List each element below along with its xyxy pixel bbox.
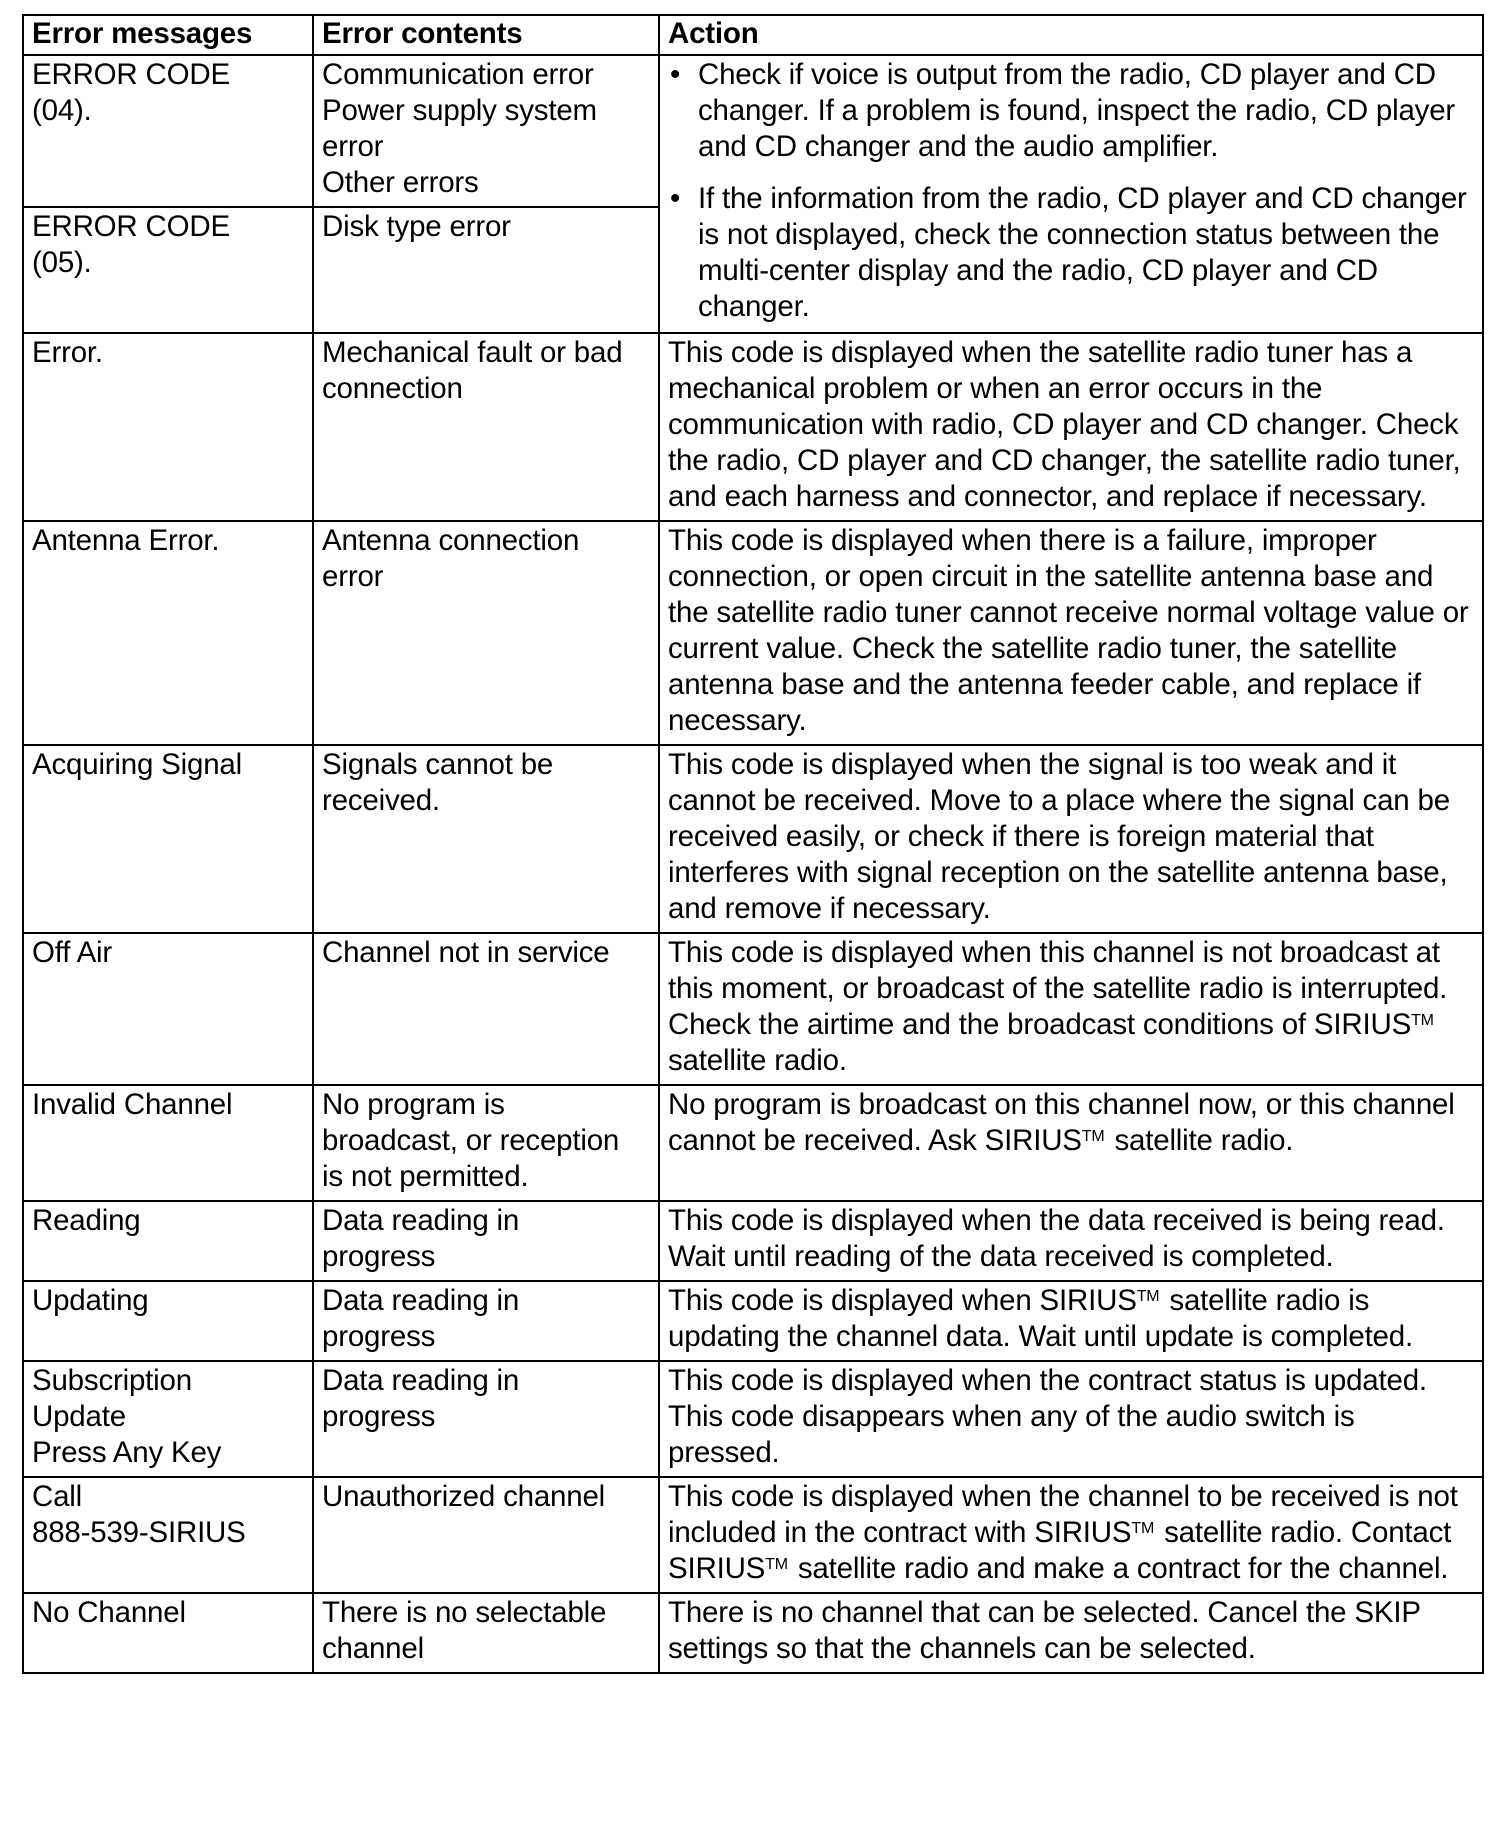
error-contents-line: Mechanical fault or bad	[322, 336, 623, 369]
action-cell	[659, 333, 1483, 521]
error-message-line: Subscription	[32, 1364, 192, 1397]
error-message-line: Update	[32, 1400, 126, 1433]
action-text: This code is displayed when the contract status is updated. This code disappears when any of the audio switch is pressed.	[668, 1364, 1427, 1469]
action-cell	[659, 1361, 1483, 1477]
error-message-line: Antenna Error.	[32, 524, 220, 557]
action-cell	[659, 1477, 1483, 1593]
error-contents-line: error	[322, 560, 384, 593]
error-contents-cell	[313, 1593, 659, 1673]
error-messages-table	[22, 14, 1484, 1674]
error-contents-line: is not permitted.	[322, 1160, 529, 1193]
error-message-line: Reading	[32, 1204, 141, 1237]
trademark-mark: TM	[1411, 1012, 1434, 1029]
error-contents-line: Other errors	[322, 166, 479, 199]
error-contents-cell	[313, 55, 659, 207]
error-contents-cell	[313, 521, 659, 745]
action-cell	[659, 1281, 1483, 1361]
error-contents-line: progress	[322, 1320, 436, 1353]
error-contents-line: received.	[322, 784, 440, 817]
error-message-line: Updating	[32, 1284, 149, 1317]
error-message-cell	[23, 1477, 313, 1593]
action-text: No program is broadcast on this channel now, or this channel cannot be received. Ask SIRIUS	[668, 1088, 1455, 1157]
error-message-cell	[23, 207, 313, 333]
action-text: satellite radio.	[668, 1044, 847, 1077]
error-contents-cell	[313, 1281, 659, 1361]
header-error-contents: Error contents	[313, 15, 659, 55]
error-contents-line: Unauthorized channel	[322, 1480, 606, 1513]
table-row	[23, 1281, 1483, 1361]
action-text: This code is displayed when the channel to be received is not included in the contract with SIRIUS	[668, 1480, 1458, 1549]
error-message-line: Call	[32, 1480, 83, 1513]
action-cell	[659, 521, 1483, 745]
error-message-line: (04).	[32, 94, 92, 127]
error-contents-cell	[313, 1361, 659, 1477]
table-row	[23, 1477, 1483, 1593]
action-text: satellite radio. Contact SIRIUS	[668, 1516, 1452, 1585]
table-row	[23, 1361, 1483, 1477]
action-bullet-text: Check if voice is output from the radio, CD player and CD changer. If a problem is found, inspect the radio, CD player and CD changer and the audio amplifier.	[698, 58, 1456, 163]
action-text: This code is displayed when SIRIUS	[668, 1284, 1137, 1317]
error-message-cell	[23, 55, 313, 207]
error-contents-line: progress	[322, 1400, 436, 1433]
action-text: satellite radio is updating the channel data. Wait until update is completed.	[668, 1284, 1413, 1353]
error-message-cell	[23, 333, 313, 521]
error-contents-cell	[313, 1085, 659, 1201]
error-contents-line: Signals cannot be	[322, 748, 554, 781]
error-message-cell	[23, 933, 313, 1085]
error-contents-cell	[313, 333, 659, 521]
error-contents-line: Data reading in	[322, 1204, 520, 1237]
action-cell	[659, 1085, 1483, 1201]
action-bullet-item	[670, 181, 1474, 325]
table-row	[23, 1593, 1483, 1673]
error-message-cell	[23, 1361, 313, 1477]
error-contents-line: broadcast, or reception	[322, 1124, 620, 1157]
trademark-mark: TM	[765, 1556, 788, 1573]
table-row	[23, 933, 1483, 1085]
action-text: satellite radio and make a contract for the channel.	[789, 1552, 1449, 1585]
error-contents-cell	[313, 207, 659, 333]
error-message-line: No Channel	[32, 1596, 186, 1629]
error-contents-line: Communication error	[322, 58, 594, 91]
action-bullet-text: If the information from the radio, CD player and CD changer is not displayed, check the connection status between the multi-center display and the radio, CD player and CD changer.	[698, 182, 1467, 323]
action-text: This code is displayed when there is a failure, improper connection, or open circuit in the satellite antenna base and the satellite radio tuner cannot receive normal voltage value or current value. Check the satellite radio tuner, the satellite antenna base and the antenna feeder cable, and replace if necessary.	[668, 524, 1469, 737]
error-message-line: ERROR CODE	[32, 210, 230, 243]
error-message-line: ERROR CODE	[32, 58, 230, 91]
error-message-line: 888-539-SIRIUS	[32, 1516, 246, 1549]
header-row	[23, 15, 1483, 55]
error-message-line: Acquiring Signal	[32, 748, 242, 781]
action-text: This code is displayed when the satellite radio tuner has a mechanical problem or when an error occurs in the communication with radio, CD player and CD changer. Check the radio, CD player and CD changer, the satellite radio tuner, and each harness and connector, and replace if necessary.	[668, 336, 1461, 513]
action-cell	[659, 1593, 1483, 1673]
error-contents-line: Antenna connection	[322, 524, 580, 557]
error-contents-cell	[313, 1201, 659, 1281]
table-row	[23, 1201, 1483, 1281]
trademark-mark: TM	[1131, 1520, 1155, 1537]
error-contents-line: error	[322, 130, 384, 163]
table-row	[23, 745, 1483, 933]
error-message-line: Off Air	[32, 936, 113, 969]
header-error-messages: Error messages	[23, 15, 313, 55]
error-contents-cell	[313, 1477, 659, 1593]
error-contents-line: channel	[322, 1632, 424, 1665]
table-row	[23, 333, 1483, 521]
trademark-mark: TM	[1136, 1288, 1160, 1305]
action-bullet-list	[668, 57, 1474, 325]
error-message-line: (05).	[32, 246, 92, 279]
bullet-glyph: •	[670, 182, 681, 215]
action-text: This code is displayed when the signal is too weak and it cannot be received. Move to a place where the signal can be received easily, or check if there is foreign material that interferes with signal reception on the satellite antenna base, and remove if necessary.	[668, 748, 1450, 925]
error-contents-cell	[313, 933, 659, 1085]
table-row	[23, 55, 1483, 207]
error-message-cell	[23, 1281, 313, 1361]
error-message-line: Invalid Channel	[32, 1088, 233, 1121]
error-message-cell	[23, 1085, 313, 1201]
action-text: satellite radio.	[1106, 1124, 1294, 1157]
error-message-cell	[23, 745, 313, 933]
trademark-mark: TM	[1081, 1128, 1105, 1145]
table-row	[23, 1085, 1483, 1201]
header-action: Action	[659, 15, 1483, 55]
action-text: This code is displayed when the data received is being read. Wait until reading of the data received is completed.	[668, 1204, 1445, 1273]
error-message-cell	[23, 1593, 313, 1673]
error-contents-line: There is no selectable	[322, 1596, 607, 1629]
action-cell-shared	[659, 55, 1483, 333]
action-text: There is no channel that can be selected. Cancel the SKIP settings so that the channels can be selected.	[668, 1596, 1421, 1665]
table-row	[23, 521, 1483, 745]
action-cell	[659, 745, 1483, 933]
error-contents-line: Disk type error	[322, 210, 511, 243]
error-contents-line: Data reading in	[322, 1364, 520, 1397]
error-message-line: Press Any Key	[32, 1436, 222, 1469]
error-contents-line: Channel not in service	[322, 936, 610, 969]
error-contents-line: No program is	[322, 1088, 505, 1121]
action-text: This code is displayed when this channel is not broadcast at this moment, or broadcast of the satellite radio is interrupted. Check the airtime and the broadcast conditions of SIRIUS	[668, 936, 1448, 1041]
error-message-cell	[23, 521, 313, 745]
action-bullet-item	[670, 57, 1474, 165]
error-contents-line: Data reading in	[322, 1284, 520, 1317]
error-message-cell	[23, 1201, 313, 1281]
error-message-line: Error.	[32, 336, 103, 369]
action-cell	[659, 933, 1483, 1085]
error-contents-line: connection	[322, 372, 463, 405]
error-contents-cell	[313, 745, 659, 933]
error-contents-line: progress	[322, 1240, 436, 1273]
bullet-glyph: •	[670, 58, 681, 91]
error-contents-line: Power supply system	[322, 94, 597, 127]
action-cell	[659, 1201, 1483, 1281]
